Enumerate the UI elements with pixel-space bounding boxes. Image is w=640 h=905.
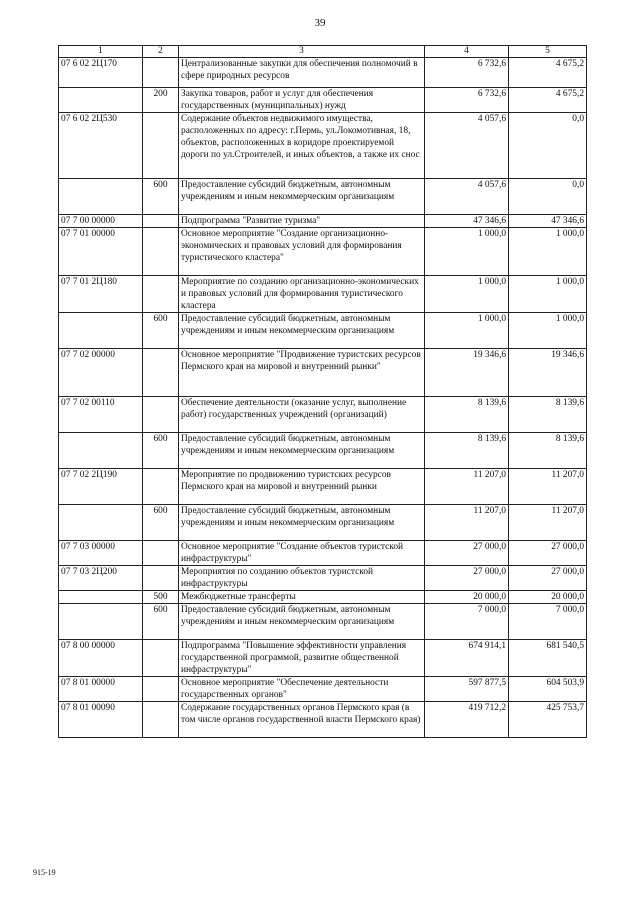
value-col4-cell: 19 346,6	[425, 349, 509, 397]
code-cell	[59, 505, 143, 541]
code-cell: 07 8 00 00000	[59, 640, 143, 677]
name-cell: Обеспечение деятельности (оказание услуг, выполнение работ) государственных учреждений (организаций)	[179, 397, 425, 433]
value-col5-cell: 19 346,6	[509, 349, 587, 397]
value-col4-cell: 47 346,6	[425, 215, 509, 228]
code-cell: 07 7 02 00000	[59, 349, 143, 397]
column-header-4: 4	[425, 46, 509, 58]
type-cell	[143, 397, 179, 433]
value-col5-cell: 1 000,0	[509, 228, 587, 276]
table-row	[59, 313, 587, 349]
value-col5-cell: 0,0	[509, 113, 587, 179]
table-row	[59, 505, 587, 541]
value-col5-cell: 20 000,0	[509, 591, 587, 604]
value-col4-cell: 20 000,0	[425, 591, 509, 604]
code-cell: 07 7 02 00110	[59, 397, 143, 433]
value-col5-cell: 425 753,7	[509, 702, 587, 738]
name-cell: Основное мероприятие "Обеспечение деятельности государственных органов"	[179, 677, 425, 702]
table-row	[59, 88, 587, 113]
value-col4-cell: 7 000,0	[425, 604, 509, 640]
value-col5-cell: 27 000,0	[509, 541, 587, 566]
name-cell: Подпрограмма "Повышение эффективности управления государственной программой, развитие общественной инфраструктуры"	[179, 640, 425, 677]
value-col5-cell: 1 000,0	[509, 313, 587, 349]
name-cell: Предоставление субсидий бюджетным, автономным учреждениям и иным некоммерческим организациям	[179, 313, 425, 349]
value-col4-cell: 597 877,5	[425, 677, 509, 702]
name-cell: Межбюджетные трансферты	[179, 591, 425, 604]
code-cell: 07 7 01 00000	[59, 228, 143, 276]
value-col5-cell: 681 540,5	[509, 640, 587, 677]
type-cell: 200	[143, 88, 179, 113]
type-cell	[143, 702, 179, 738]
code-cell: 07 7 02 2Ц190	[59, 469, 143, 505]
value-col5-cell: 1 000,0	[509, 276, 587, 313]
type-cell	[143, 215, 179, 228]
name-cell: Основное мероприятие "Создание организационно-экономических и правовых условий для формирования туристического кластера"	[179, 228, 425, 276]
code-cell: 07 7 01 2Ц180	[59, 276, 143, 313]
value-col5-cell: 4 675,2	[509, 88, 587, 113]
code-cell	[59, 313, 143, 349]
value-col5-cell: 4 675,2	[509, 58, 587, 88]
name-cell: Подпрограмма "Развитие туризма"	[179, 215, 425, 228]
value-col4-cell: 6 732,6	[425, 58, 509, 88]
type-cell	[143, 469, 179, 505]
code-cell	[59, 604, 143, 640]
type-cell	[143, 677, 179, 702]
value-col4-cell: 1 000,0	[425, 228, 509, 276]
type-cell: 600	[143, 433, 179, 469]
table-row	[59, 58, 587, 88]
table-row	[59, 702, 587, 738]
code-cell	[59, 88, 143, 113]
value-col5-cell: 604 503,9	[509, 677, 587, 702]
code-cell: 07 8 01 00000	[59, 677, 143, 702]
table-row	[59, 591, 587, 604]
value-col5-cell: 8 139,6	[509, 433, 587, 469]
table-row	[59, 566, 587, 591]
value-col4-cell: 1 000,0	[425, 276, 509, 313]
table-row	[59, 677, 587, 702]
name-cell: Основное мероприятие "Продвижение туристских ресурсов Пермского края на мировой и внутренний рынки"	[179, 349, 425, 397]
value-col5-cell: 7 000,0	[509, 604, 587, 640]
table-header-row	[59, 46, 587, 58]
table-row	[59, 276, 587, 313]
budget-table	[58, 45, 587, 738]
name-cell: Основное мероприятие "Создание объектов туристской инфраструктуры"	[179, 541, 425, 566]
table-row	[59, 433, 587, 469]
name-cell: Централизованные закупки для обеспечения полномочий в сфере природных ресурсов	[179, 58, 425, 88]
value-col5-cell: 8 139,6	[509, 397, 587, 433]
name-cell: Содержание государственных органов Пермского края (в том числе органов государственной власти Пермского края)	[179, 702, 425, 738]
table-row	[59, 113, 587, 179]
value-col4-cell: 4 057,6	[425, 113, 509, 179]
type-cell	[143, 58, 179, 88]
type-cell	[143, 640, 179, 677]
code-cell: 07 7 03 00000	[59, 541, 143, 566]
type-cell	[143, 113, 179, 179]
type-cell: 600	[143, 179, 179, 215]
value-col4-cell: 27 000,0	[425, 541, 509, 566]
type-cell	[143, 349, 179, 397]
table-row	[59, 640, 587, 677]
type-cell: 600	[143, 604, 179, 640]
type-cell: 500	[143, 591, 179, 604]
type-cell	[143, 276, 179, 313]
code-cell	[59, 591, 143, 604]
code-cell: 07 6 02 2Ц170	[59, 58, 143, 88]
name-cell: Предоставление субсидий бюджетным, автономным учреждениям и иным некоммерческим организациям	[179, 179, 425, 215]
table-row	[59, 541, 587, 566]
type-cell: 600	[143, 313, 179, 349]
column-header-5: 5	[509, 46, 587, 58]
table-row	[59, 215, 587, 228]
code-cell	[59, 179, 143, 215]
value-col4-cell: 11 207,0	[425, 505, 509, 541]
value-col5-cell: 11 207,0	[509, 469, 587, 505]
page-number: 39	[314, 17, 326, 29]
value-col4-cell: 27 000,0	[425, 566, 509, 591]
value-col5-cell: 11 207,0	[509, 505, 587, 541]
value-col4-cell: 8 139,6	[425, 397, 509, 433]
name-cell: Предоставление субсидий бюджетным, автономным учреждениям и иным некоммерческим организациям	[179, 505, 425, 541]
code-cell: 07 7 03 2Ц200	[59, 566, 143, 591]
type-cell	[143, 566, 179, 591]
name-cell: Закупка товаров, работ и услуг для обеспечения государственных (муниципальных) нужд	[179, 88, 425, 113]
column-header-2: 2	[143, 46, 179, 58]
table-row	[59, 469, 587, 505]
type-cell: 600	[143, 505, 179, 541]
code-cell	[59, 433, 143, 469]
value-col4-cell: 4 057,6	[425, 179, 509, 215]
value-col5-cell: 47 346,6	[509, 215, 587, 228]
type-cell	[143, 228, 179, 276]
table-row	[59, 604, 587, 640]
table-row	[59, 397, 587, 433]
value-col5-cell: 0,0	[509, 179, 587, 215]
table-row	[59, 349, 587, 397]
code-cell: 07 6 02 2Ц530	[59, 113, 143, 179]
value-col4-cell: 6 732,6	[425, 88, 509, 113]
value-col4-cell: 419 712,2	[425, 702, 509, 738]
name-cell: Мероприятие по созданию организационно-экономических и правовых условий для формирования туристического кластера	[179, 276, 425, 313]
table-row	[59, 228, 587, 276]
value-col4-cell: 1 000,0	[425, 313, 509, 349]
name-cell: Мероприятия по созданию объектов туристской инфраструктуры	[179, 566, 425, 591]
value-col5-cell: 27 000,0	[509, 566, 587, 591]
name-cell: Мероприятие по продвижению туристских ресурсов Пермского края на мировой и внутренний рынки	[179, 469, 425, 505]
code-cell: 07 8 01 00090	[59, 702, 143, 738]
name-cell: Содержание объектов недвижимого имущества, расположенных по адресу: г.Пермь, ул.Локомотивная, 18, объектов, расположенных в коридоре проектируемой дороги по ул.Строителей, и иных объектов, а также их снос	[179, 113, 425, 179]
code-cell: 07 7 00 00000	[59, 215, 143, 228]
name-cell: Предоставление субсидий бюджетным, автономным учреждениям и иным некоммерческим организациям	[179, 604, 425, 640]
value-col4-cell: 11 207,0	[425, 469, 509, 505]
value-col4-cell: 674 914,1	[425, 640, 509, 677]
column-header-3: 3	[179, 46, 425, 58]
column-header-1: 1	[59, 46, 143, 58]
table-row	[59, 179, 587, 215]
value-col4-cell: 8 139,6	[425, 433, 509, 469]
name-cell: Предоставление субсидий бюджетным, автономным учреждениям и иным некоммерческим организациям	[179, 433, 425, 469]
type-cell	[143, 541, 179, 566]
document-code: 915-19	[33, 868, 56, 877]
